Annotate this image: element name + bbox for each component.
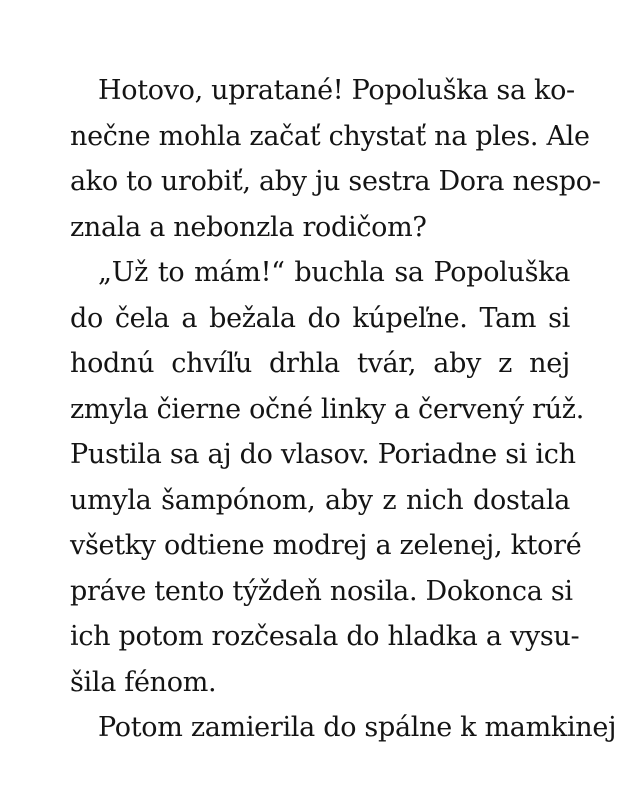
text-line: nečne mohla začať chystať na ples. Ale <box>70 120 590 152</box>
text-line: ich potom rozčesala do hladka a vysu- <box>70 621 580 652</box>
text-line: hodnú chvíľu drhla tvár, aby z nej <box>70 348 570 379</box>
text-line: „Už to mám!“ buchla sa Popoluška <box>98 257 570 288</box>
text-line: Pustila sa aj do vlasov. Poriadne si ich <box>70 439 576 470</box>
paragraph-1 <box>70 68 601 250</box>
text-line: Hotovo, upratané! Popoluška sa ko- <box>98 75 575 106</box>
text-line: zmyla čierne očné linky a červený rúž. <box>70 393 585 425</box>
text-line: do čela a bežala do kúpeľne. Tam si <box>70 302 570 334</box>
text-line: ako to urobiť, aby ju sestra Dora nespo- <box>70 166 601 197</box>
text-line: práve tento týždeň nosila. Dokonca si <box>70 575 573 607</box>
text-line: Potom zamierila do spálne k mamkinej <box>98 712 617 743</box>
text-line: šila fénom. <box>70 666 217 698</box>
text-line: všetky odtiene modrej a zelenej, ktoré <box>70 530 582 561</box>
body-text <box>70 68 617 751</box>
text-line: znala a nebonzla rodičom? <box>70 211 427 243</box>
paragraph-2 <box>70 250 585 705</box>
text-line: umyla šampónom, aby z nich dostala <box>70 484 570 516</box>
paragraph-3 <box>70 705 617 751</box>
